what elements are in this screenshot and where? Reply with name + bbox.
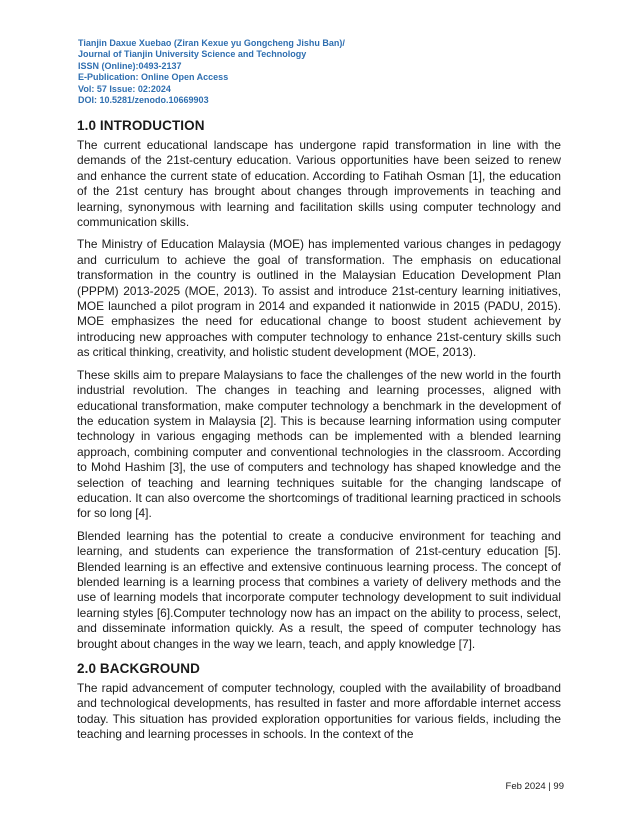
journal-title-line: Tianjin Daxue Xuebao (Ziran Kexue yu Gongcheng Jishu Ban)/ (78, 38, 345, 48)
journal-header (78, 38, 478, 106)
volume-issue: Vol: 57 Issue: 02:2024 (78, 83, 171, 94)
doi: DOI: 10.5281/zenodo.10669903 (78, 95, 209, 106)
section-heading-background: 2.0 BACKGROUND (77, 661, 200, 676)
issn: ISSN (Online):0493-2137 (78, 60, 182, 71)
journal-english-title: Journal of Tianjin University Science and Technology (78, 49, 307, 60)
page-footer: Feb 2024 | 99 (505, 781, 564, 792)
paragraph: Blended learning has the potential to create a conducive environment for teaching and learning, and students can experience the transformation of 21st-century education [5]. Blended learning is an effective and extensive continuous learning process. The concept of blended learning is a learning process that combines a variety of delivery methods and the use of learning models that incorporate computer technology development to suit individual learning styles [6].Computer technology now has an impact on the ability to process, select, and disseminate information quickly. As a result, the speed of computer technology has brought about changes in the way we learn, teach, and apply knowledge [7]. (77, 528, 561, 651)
paragraph: The Ministry of Education Malaysia (MOE) has implemented various changes in pedagogy and curriculum to achieve the goal of transformation. The emphasis on educational transformation in the country is outlined in the Malaysian Education Development Plan (PPPM) 2013-2025 (MOE, 2013). To assist and introduce 21st-century learning initiatives, MOE launched a pilot program in 2014 and expanded it nationwide in 2015 (PADU, 2015). MOE emphasizes the need for educational change to boost student achievement by introducing new approaches with computer technology to enhance 21st-century skills such as critical thinking, creativity, and holistic student development (MOE, 2013). (77, 237, 561, 360)
paragraph: These skills aim to prepare Malaysians to face the challenges of the new world in the fourth industrial revolution. The changes in teaching and learning processes, aligned with educational transformation, make computer technology a benchmark in the development of the education system in Malaysia [2]. This is because learning information using computer technology in various engaging methods can be implemented with a blended learning approach, combining computer and conventional technologies in the classroom. According to Mohd Hashim [3], the use of computers and technology has shaped knowledge and the selection of teaching and learning techniques suitable for the changing landscape of education. It can also overcome the shortcomings of traditional learning practiced in schools for so long [4]. (77, 367, 561, 521)
article-body (77, 117, 561, 750)
section-heading-introduction: 1.0 INTRODUCTION (77, 118, 205, 133)
paragraph: The current educational landscape has undergone rapid transformation in line with the demands of the 21st-century education. Various opportunities have been seized to renew and enhance the current state of education. According to Fatihah Osman [1], the education of the 21st century has brought about changes through improvements in teaching and learning, synonymous with learning and facilitation skills using computer technology and communication skills. (77, 138, 561, 230)
paragraph: The rapid advancement of computer technology, coupled with the availability of broadband and technological developments, has resulted in faster and more affordable internet access today. This situation has provided exploration opportunities for various fields, including the teaching and learning processes in schools. In the context of the (77, 681, 561, 742)
publication-type: E-Publication: Online Open Access (78, 72, 229, 83)
